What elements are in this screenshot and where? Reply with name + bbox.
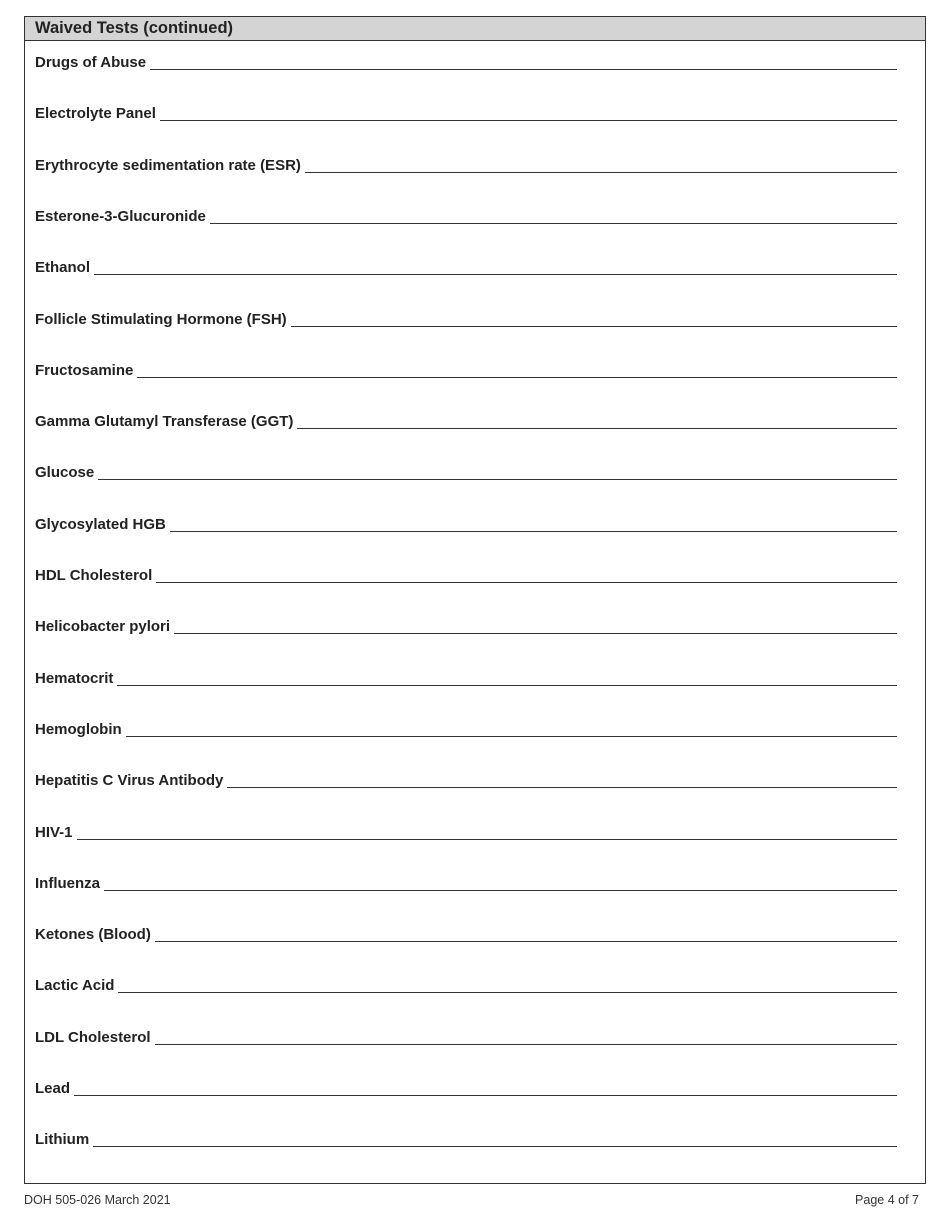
test-fill-line[interactable]: [160, 119, 897, 121]
test-label: Ketones (Blood): [35, 926, 151, 944]
test-label: HIV-1: [35, 823, 73, 841]
test-row: [35, 459, 897, 483]
test-fill-line[interactable]: [155, 1043, 897, 1045]
test-fill-line[interactable]: [227, 786, 897, 788]
test-row: [35, 1126, 897, 1150]
page-number: Page 4 of 7: [855, 1193, 919, 1207]
test-row: [35, 511, 897, 535]
test-label: Drugs of Abuse: [35, 54, 147, 71]
test-label: Erythrocyte sedimentation rate (ESR): [35, 156, 301, 174]
test-label: Glucose: [35, 464, 95, 482]
test-label: Hemoglobin: [35, 720, 122, 738]
waived-tests-form: [24, 16, 926, 1184]
test-label: Follicle Stimulating Hormone (FSH): [35, 310, 287, 328]
test-label: Hematocrit: [35, 669, 114, 687]
test-label: Influenza: [35, 874, 101, 892]
test-fill-line[interactable]: [94, 273, 897, 275]
test-row: [35, 1075, 897, 1099]
test-row: [35, 819, 897, 843]
test-row: [35, 254, 897, 278]
test-fill-line[interactable]: [291, 325, 897, 327]
test-row: [35, 408, 897, 432]
test-fill-line[interactable]: [156, 581, 897, 583]
test-label: Gamma Glutamyl Transferase (GGT): [35, 413, 294, 431]
test-row: [35, 767, 897, 791]
test-label: LDL Cholesterol: [35, 1028, 151, 1046]
test-row: [35, 562, 897, 586]
test-label: Electrolyte Panel: [35, 105, 156, 123]
form-id: DOH 505-026 March 2021: [24, 1193, 171, 1207]
test-fill-line[interactable]: [126, 735, 897, 737]
test-row: [35, 921, 897, 945]
test-row: [35, 152, 897, 176]
test-row: [35, 870, 897, 894]
test-fill-line[interactable]: [98, 478, 897, 480]
test-fill-line[interactable]: [150, 68, 897, 70]
test-label: Hepatitis C Virus Antibody: [35, 772, 224, 790]
test-fill-line[interactable]: [174, 632, 897, 634]
test-fill-line[interactable]: [210, 222, 897, 224]
test-row: [35, 972, 897, 996]
test-fill-line[interactable]: [93, 1145, 897, 1147]
test-fill-line[interactable]: [137, 376, 897, 378]
test-label: Fructosamine: [35, 361, 134, 379]
test-fill-line[interactable]: [305, 171, 897, 173]
test-row: [35, 306, 897, 330]
test-label: Lithium: [35, 1131, 90, 1149]
test-row: [35, 665, 897, 689]
test-row: [35, 203, 897, 227]
test-label: HDL Cholesterol: [35, 567, 153, 584]
test-fill-line[interactable]: [74, 1094, 897, 1096]
test-row: [35, 716, 897, 740]
test-fill-line[interactable]: [77, 838, 897, 840]
test-label: Ethanol: [35, 259, 90, 277]
test-fill-line[interactable]: [155, 940, 897, 942]
test-fill-line[interactable]: [117, 684, 897, 686]
test-label: Esterone-3-Glucuronide: [35, 207, 206, 225]
test-label: Helicobacter pylori: [35, 618, 171, 636]
test-label: Lead: [35, 1080, 71, 1097]
section-header: Waived Tests (continued): [25, 17, 925, 41]
test-row: [35, 357, 897, 381]
test-fill-line[interactable]: [118, 991, 897, 993]
test-fill-line[interactable]: [297, 427, 897, 429]
test-label: Lactic Acid: [35, 977, 115, 995]
test-row: [35, 49, 897, 73]
test-row: [35, 1024, 897, 1048]
test-row: [35, 613, 897, 637]
test-row: [35, 100, 897, 124]
test-fill-line[interactable]: [104, 889, 897, 891]
test-label: Glycosylated HGB: [35, 515, 166, 533]
test-fill-line[interactable]: [170, 530, 897, 532]
